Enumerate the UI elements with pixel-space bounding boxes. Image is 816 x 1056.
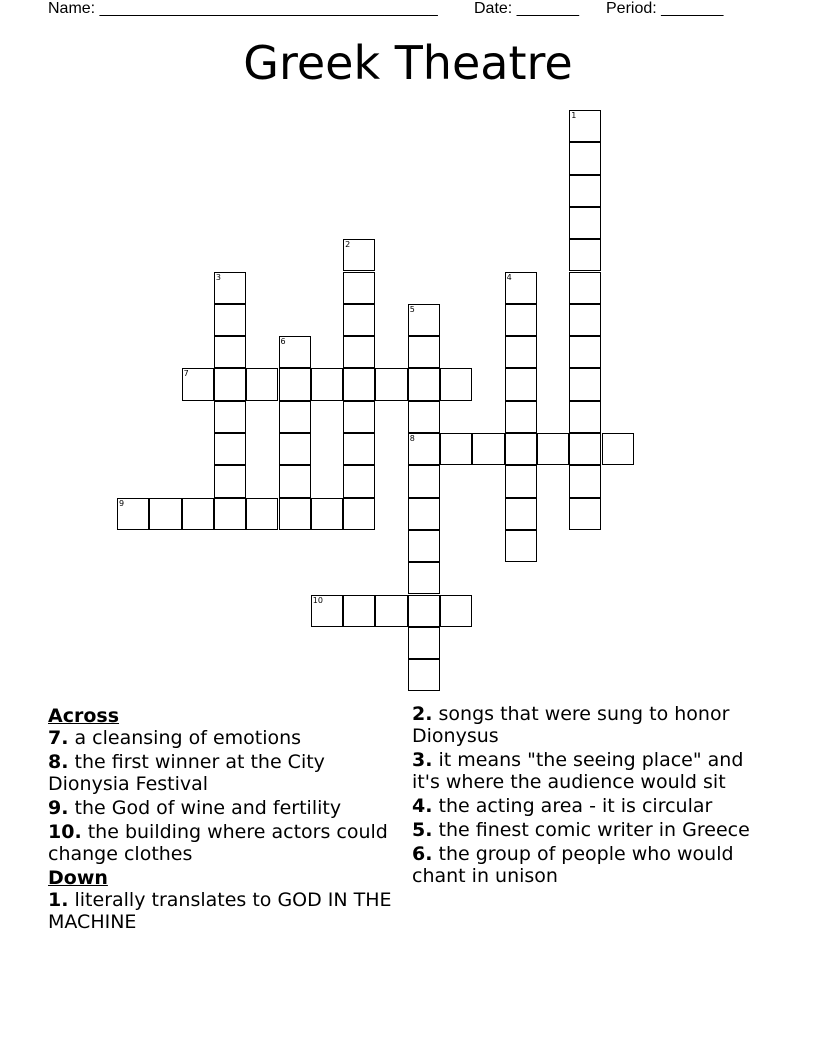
grid-cell[interactable]	[505, 368, 537, 400]
grid-cell[interactable]	[569, 207, 601, 239]
grid-cell[interactable]	[602, 433, 634, 465]
name-field[interactable]: Name: ______________________________________	[48, 0, 438, 17]
grid-cell[interactable]	[408, 627, 440, 659]
clues-left-column	[48, 703, 393, 935]
across-clue-10	[48, 821, 393, 865]
clue-number: 6.	[412, 843, 433, 865]
grid-cell[interactable]	[569, 142, 601, 174]
grid-cell[interactable]	[440, 368, 472, 400]
grid-cell[interactable]	[246, 368, 278, 400]
clue-number: 7.	[48, 727, 69, 749]
grid-cell[interactable]	[343, 595, 375, 627]
grid-cell[interactable]	[343, 272, 375, 304]
grid-cell[interactable]	[343, 336, 375, 368]
grid-cell[interactable]	[569, 304, 601, 336]
grid-cell[interactable]	[537, 433, 569, 465]
grid-cell[interactable]	[214, 368, 246, 400]
clue-number: 9.	[48, 797, 69, 819]
grid-cell[interactable]	[311, 595, 343, 627]
clue-number: 5.	[412, 819, 433, 841]
clue-text: the first winner at the City Dionysia Festival	[48, 751, 325, 795]
grid-cell[interactable]	[279, 498, 311, 530]
clue-text: it means "the seeing place" and it's where the audience would sit	[412, 749, 744, 793]
grid-cell[interactable]	[505, 498, 537, 530]
grid-cell[interactable]	[408, 465, 440, 497]
grid-cell[interactable]	[182, 498, 214, 530]
grid-cell[interactable]	[214, 272, 246, 304]
grid-cell[interactable]	[472, 433, 504, 465]
grid-cell[interactable]	[117, 498, 149, 530]
clue-number: 10.	[48, 821, 82, 843]
grid-cell[interactable]	[569, 368, 601, 400]
grid-cell[interactable]	[408, 336, 440, 368]
page-title: Greek Theatre	[243, 36, 573, 90]
grid-cell[interactable]	[569, 110, 601, 142]
grid-cell[interactable]	[214, 304, 246, 336]
down-clue-3	[412, 749, 777, 793]
grid-cell[interactable]	[311, 498, 343, 530]
across-clue-9	[48, 797, 393, 819]
cell-number: 8	[409, 434, 415, 443]
grid-cell[interactable]	[505, 433, 537, 465]
across-clue-7	[48, 727, 393, 749]
grid-cell[interactable]	[569, 239, 601, 271]
cell-number: 10	[312, 595, 323, 605]
clue-text: the group of people who would chant in unison	[412, 843, 734, 887]
grid-cell[interactable]	[246, 498, 278, 530]
grid-cell[interactable]	[569, 175, 601, 207]
cell-number: 5	[409, 304, 415, 314]
grid-cell[interactable]	[408, 401, 440, 433]
clue-number: 2.	[412, 703, 433, 725]
grid-cell[interactable]	[505, 465, 537, 497]
grid-cell[interactable]	[214, 433, 246, 465]
clue-number: 1.	[48, 889, 69, 911]
grid-cell[interactable]	[279, 433, 311, 465]
grid-cell[interactable]	[214, 401, 246, 433]
grid-cell[interactable]	[343, 239, 375, 271]
clue-text: literally translates to GOD IN THE MACHINE	[48, 889, 392, 933]
grid-cell[interactable]	[279, 465, 311, 497]
cell-number: 6	[280, 337, 286, 347]
grid-cell[interactable]	[214, 336, 246, 368]
grid-cell[interactable]	[440, 433, 472, 465]
across-heading: Across	[48, 705, 120, 727]
grid-cell[interactable]	[505, 401, 537, 433]
grid-cell[interactable]	[375, 595, 407, 627]
cell-number: 4	[506, 272, 512, 282]
grid-cell[interactable]	[343, 498, 375, 530]
cell-number: 2	[345, 240, 351, 250]
grid-cell[interactable]	[569, 401, 601, 433]
cell-number: 1	[571, 111, 577, 120]
date-field[interactable]: Date: _______	[474, 0, 579, 17]
grid-cell[interactable]	[343, 433, 375, 465]
cell-number: 7	[183, 369, 189, 379]
clue-text: the acting area - it is circular	[438, 795, 713, 817]
period-field[interactable]: Period: _______	[606, 0, 724, 17]
cell-number: 3	[215, 272, 221, 282]
down-clue-4	[412, 795, 777, 817]
cell-number: 9	[119, 498, 125, 508]
grid-cell[interactable]	[214, 498, 246, 530]
grid-cell[interactable]	[408, 595, 440, 627]
grid-cell[interactable]	[569, 433, 601, 465]
grid-cell[interactable]	[279, 368, 311, 400]
grid-cell[interactable]	[408, 498, 440, 530]
grid-cell[interactable]	[408, 304, 440, 336]
grid-cell[interactable]	[408, 530, 440, 562]
clue-number: 8.	[48, 751, 69, 773]
down-heading: Down	[48, 867, 108, 889]
clue-text: the finest comic writer in Greece	[438, 819, 750, 841]
grid-cell[interactable]	[149, 498, 181, 530]
grid-cell[interactable]	[408, 562, 440, 594]
clue-text: the God of wine and fertility	[74, 797, 342, 819]
grid-cell[interactable]	[569, 498, 601, 530]
across-clue-8	[48, 751, 393, 795]
grid-cell[interactable]	[343, 304, 375, 336]
grid-cell[interactable]	[214, 465, 246, 497]
clue-text: the building where actors could change clothes	[48, 821, 388, 865]
grid-cell[interactable]	[569, 465, 601, 497]
grid-cell[interactable]	[505, 336, 537, 368]
clues-right-column	[412, 703, 777, 889]
grid-cell[interactable]	[569, 336, 601, 368]
grid-cell[interactable]	[311, 368, 343, 400]
grid-cell[interactable]	[505, 304, 537, 336]
grid-cell[interactable]	[279, 336, 311, 368]
grid-cell[interactable]	[343, 401, 375, 433]
grid-cell[interactable]	[569, 272, 601, 304]
grid-cell[interactable]	[375, 368, 407, 400]
down-clue-2	[412, 703, 777, 747]
grid-cell[interactable]	[343, 368, 375, 400]
grid-cell[interactable]	[408, 368, 440, 400]
down-clue-1	[48, 889, 393, 933]
clue-text: songs that were sung to honor Dionysus	[412, 703, 730, 747]
clue-number: 4.	[412, 795, 433, 817]
grid-cell[interactable]	[408, 659, 440, 691]
grid-cell[interactable]	[343, 465, 375, 497]
down-clue-6	[412, 843, 777, 887]
grid-cell[interactable]	[279, 401, 311, 433]
grid-cell[interactable]	[505, 272, 537, 304]
grid-cell[interactable]	[505, 530, 537, 562]
down-clue-5	[412, 819, 777, 841]
clue-text: a cleansing of emotions	[74, 727, 302, 749]
grid-cell[interactable]	[182, 368, 214, 400]
grid-cell[interactable]	[440, 595, 472, 627]
clue-number: 3.	[412, 749, 433, 771]
grid-cell[interactable]	[408, 433, 440, 465]
